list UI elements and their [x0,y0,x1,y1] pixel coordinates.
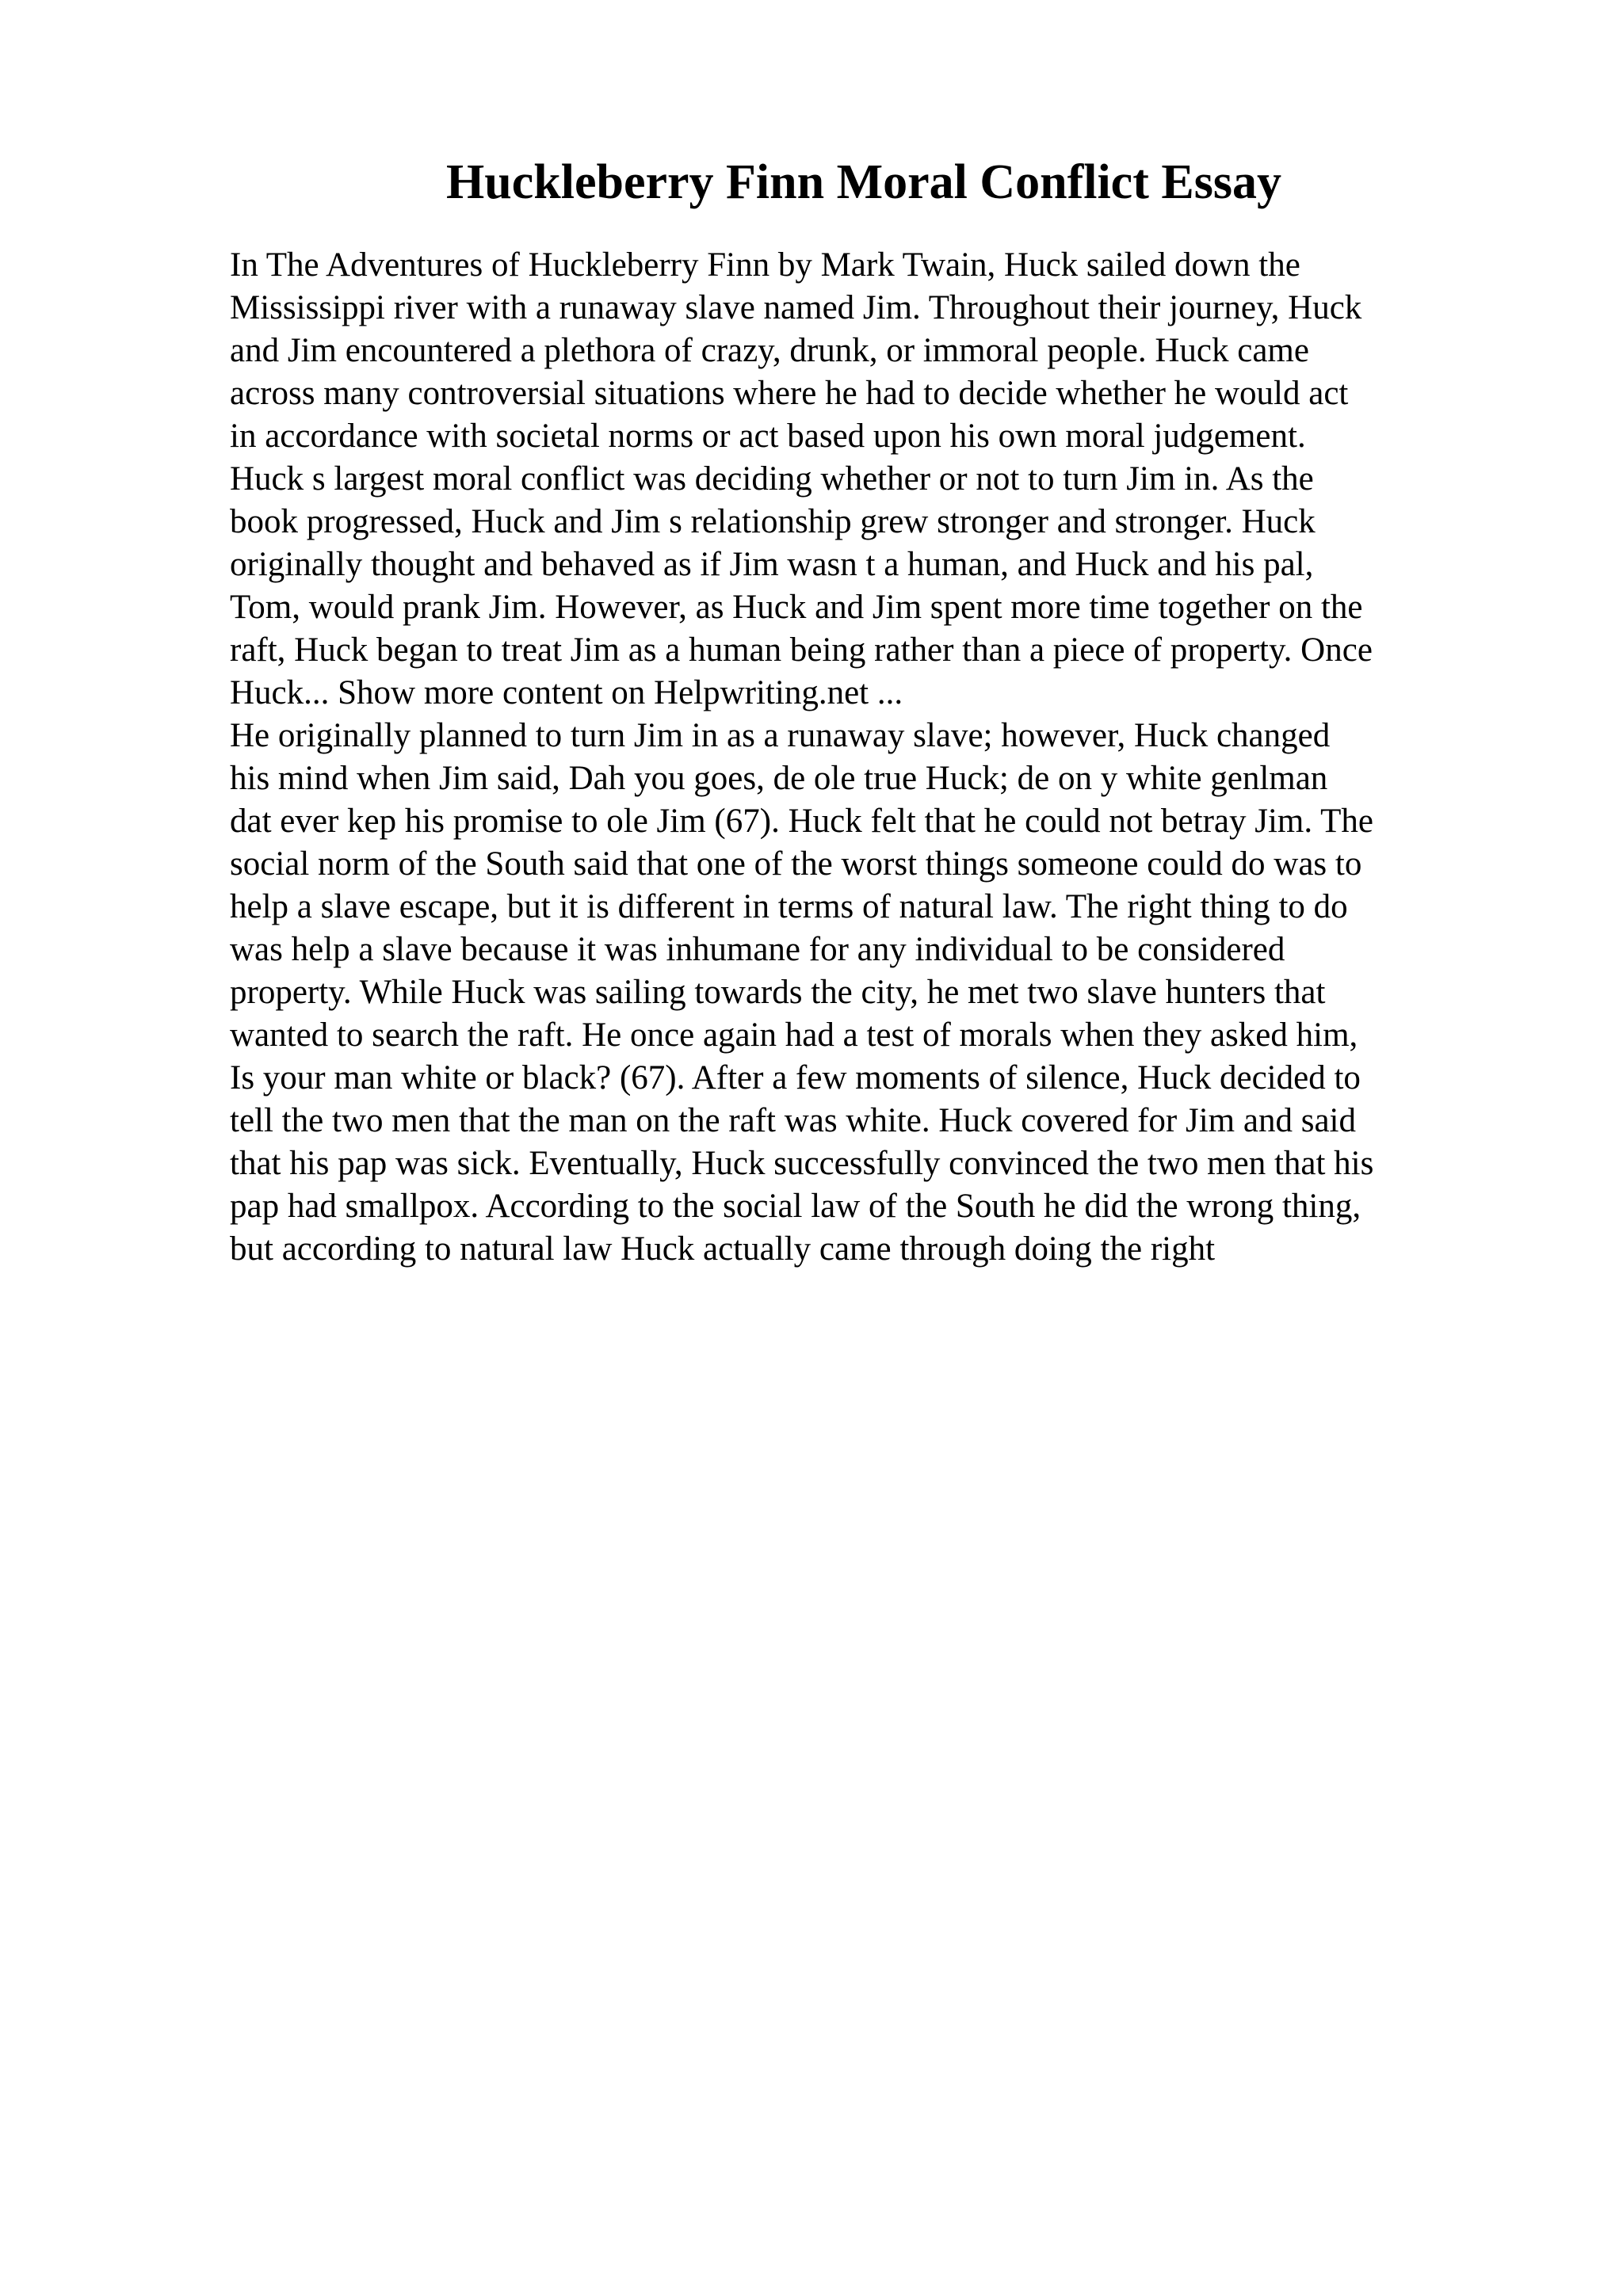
text-line: property. While Huck was sailing towards the city, he met two slave hunters that [230,974,1326,1011]
text-line: his mind when Jim said, Dah you goes, de ole true Huck; de on y white genlman [230,760,1328,797]
text-line: Mississippi river with a runaway slave named Jim. Throughout their journey, Huck [230,289,1362,326]
text-line: but according to natural law Huck actually came through doing the right [230,1230,1216,1268]
text-line: dat ever kep his promise to ole Jim (67). Huck felt that he could not betray Jim. The [230,803,1373,840]
text-line: that his pap was sick. Eventually, Huck successfully convinced the two men that his [230,1145,1374,1182]
text-line: Is your man white or black? (67). After a few moments of silence, Huck decided to [230,1059,1361,1097]
text-line: Tom, would prank Jim. However, as Huck and Jim spent more time together on the [230,589,1363,626]
text-line: social norm of the South said that one of the worst things someone could do was to [230,845,1362,883]
text-line: in accordance with societal norms or act based upon his own moral judgement. [230,418,1306,455]
text-line: tell the two men that the man on the raft was white. Huck covered for Jim and said [230,1102,1356,1139]
text-line: pap had smallpox. According to the social law of the South he did the wrong thing, [230,1188,1361,1225]
text-line: originally thought and behaved as if Jim wasn t a human, and Huck and his pal, [230,546,1314,583]
text-line: raft, Huck began to treat Jim as a human being rather than a piece of property. Once [230,631,1373,669]
text-line: He originally planned to turn Jim in as a runaway slave; however, Huck changed [230,717,1331,754]
essay-body [230,244,1498,1271]
show-more-line: Huck... Show more content on Helpwriting.net ... [230,674,903,711]
text-line: was help a slave because it was inhumane for any individual to be considered [230,931,1285,968]
text-line: across many controversial situations where he had to decide whether he would act [230,375,1349,412]
text-line: and Jim encountered a plethora of crazy, drunk, or immoral people. Huck came [230,332,1309,369]
page-title: Huckleberry Finn Moral Conflict Essay [446,155,1281,209]
text-line: In The Adventures of Huckleberry Finn by Mark Twain, Huck sailed down the [230,246,1300,284]
text-line: help a slave escape, but it is different in terms of natural law. The right thing to do [230,888,1348,925]
text-line: book progressed, Huck and Jim s relationship grew stronger and stronger. Huck [230,503,1316,540]
text-line: Huck s largest moral conflict was deciding whether or not to turn Jim in. As the [230,460,1314,498]
text-line: wanted to search the raft. He once again had a test of morals when they asked him, [230,1016,1358,1054]
